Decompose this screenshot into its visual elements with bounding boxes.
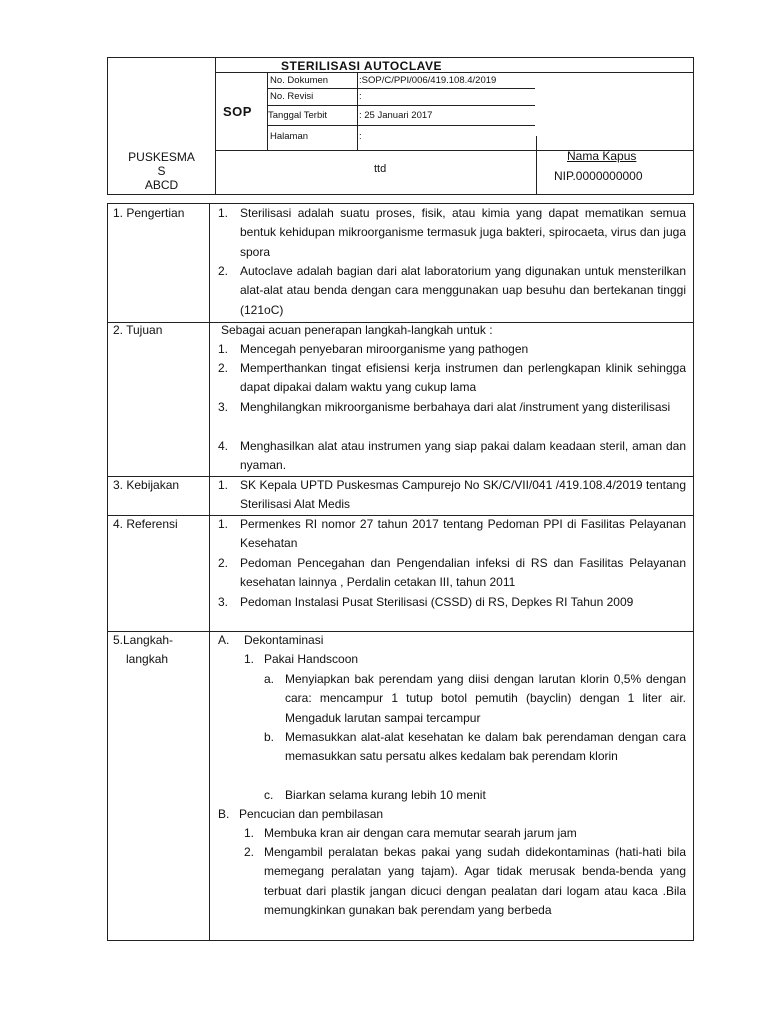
list-number: A. — [218, 633, 230, 647]
list-number: 1. — [218, 206, 229, 220]
list-number: 2. — [218, 264, 229, 278]
list-number: 1. — [218, 342, 229, 356]
field-value: : 25 Januari 2017 — [359, 110, 433, 121]
list-item: SK Kepala UPTD Puskesmas Campurejo No SK/C/VII/041 /419.108.4/2019 tentang Sterilisasi Alat Medis — [240, 478, 686, 512]
list-item: Menyiapkan bak perendam yang diisi dengan larutan klorin 0,5% dengan cara: mencampur 1 tutup botol pemutih (bayclin) dengan 1 liter air. Mengaduk larutan sampai tercampur — [285, 672, 686, 725]
list-letter: b. — [264, 730, 275, 744]
kapus-name: Nama Kapus — [567, 149, 637, 163]
field-value: : — [359, 131, 362, 142]
list-item: Pedoman Pencegahan dan Pengendalian infeksi di RS dan Fasilitas Pelayanan kesehatan lainnya , Perdalin cetakan III, tahun 2011 — [240, 556, 686, 590]
list-number: 1. — [218, 478, 229, 492]
list-number: 2. — [244, 845, 255, 859]
list-letter: c. — [264, 788, 274, 802]
kapus-nip: NIP.0000000000 — [554, 169, 643, 183]
field-label: Tanggal Terbit — [268, 110, 327, 121]
list-item: Membuka kran air dengan cara memutar searah jarum jam — [264, 826, 577, 840]
list-item: Menghilangkan mikroorganisme berbahaya dari alat /instrument yang disterilisasi — [240, 400, 671, 414]
divider — [267, 125, 535, 126]
document-title: STERILISASI AUTOCLAVE — [281, 59, 442, 73]
list-item: Biarkan selama kurang lebih 10 menit — [285, 788, 486, 802]
list-number: 3. — [218, 595, 229, 609]
column-divider — [209, 204, 210, 940]
subsection-title: Dekontaminasi — [244, 633, 324, 647]
divider — [215, 58, 216, 194]
list-item: Mengambil peralatan bekas pakai yang sudah didekontaminas (hati-hati bila memegang peralatan yang tajam). Agar tidak merusak benda-benda yang terbuat dari plastik jangan dicuci dengan pealatan dari logam atau kaca .Bila memungkinkan gunakan bak perendam yang berbeda — [264, 845, 686, 917]
row-divider — [108, 631, 693, 632]
field-value: : — [359, 91, 362, 102]
list-number: B. — [218, 807, 230, 821]
list-number: 1. — [244, 826, 255, 840]
field-label: Halaman — [270, 131, 309, 142]
section-label-referensi: 4. Referensi — [113, 517, 178, 531]
field-label: No. Revisi — [270, 91, 314, 102]
section-label-kebijakan: 3. Kebijakan — [113, 478, 180, 492]
sop-header — [107, 57, 694, 195]
list-letter: a. — [264, 672, 275, 686]
section-label-langkah: 5.Langkah- — [113, 633, 174, 647]
institution-name: PUSKESMA S ABCD — [128, 150, 195, 192]
section-label-tujuan: 2. Tujuan — [113, 323, 163, 337]
section-label-pengertian: 1. Pengertian — [113, 206, 185, 220]
field-value: :SOP/C/PPI/006/419.108.4/2019 — [359, 75, 497, 86]
divider — [267, 105, 535, 106]
list-item: Memasukkan alat-alat kesehatan ke dalam bak perendaman dengan cara memasukkan satu persatu alkes kedalam bak perendam klorin — [285, 730, 686, 764]
list-item: Autoclave adalah bagian dari alat laboratorium yang digunakan untuk mensterilkan alat-alat atau benda dengan cara menggunakan uap besuhu dan bertekanan tinggi (121oC) — [240, 264, 686, 317]
field-label: No. Dokumen — [270, 75, 329, 86]
list-item: Menghasilkan alat atau instrumen yang siap pakai dalam keadaan steril, aman dan nyaman. — [240, 439, 686, 473]
list-number: 4. — [218, 439, 229, 453]
list-item: Sterilisasi adalah suatu proses, fisik, atau kimia yang dapat mematikan semua bentuk kehidupan mikroorganisme termasuk juga bakteri, spirocaeta, virus dan juga spora — [240, 206, 686, 259]
subsection-title: Pakai Handscoon — [264, 652, 359, 666]
divider — [357, 73, 358, 151]
section-intro: Sebagai acuan penerapan langkah-langkah untuk : — [221, 323, 493, 337]
list-item: Pedoman Instalasi Pusat Sterilisasi (CSSD) di RS, Depkes RI Tahun 2009 — [240, 595, 634, 609]
list-number: 2. — [218, 361, 229, 375]
list-item: Mencegah penyebaran miroorganisme yang pathogen — [240, 342, 529, 356]
list-number: 1. — [244, 652, 255, 666]
divider — [267, 88, 535, 89]
list-item: Permenkes RI nomor 27 tahun 2017 tentang Pedoman PPI di Fasilitas Pelayanan Kesehatan — [240, 517, 686, 551]
sop-label: SOP — [223, 104, 252, 119]
list-number: 3. — [218, 400, 229, 414]
divider — [536, 136, 537, 194]
list-number: 1. — [218, 517, 229, 531]
section-label-langkah-2: langkah — [126, 652, 169, 666]
list-number: 2. — [218, 556, 229, 570]
list-item: Memperthankan tingat efisiensi kerja instrumen dan perlengkapan klinik sehingga dapat dipakai dalam waktu yang cukup lama — [240, 361, 686, 395]
signature-ttd: ttd — [374, 163, 387, 175]
subsection-title: Pencucian dan pembilasan — [239, 807, 384, 821]
